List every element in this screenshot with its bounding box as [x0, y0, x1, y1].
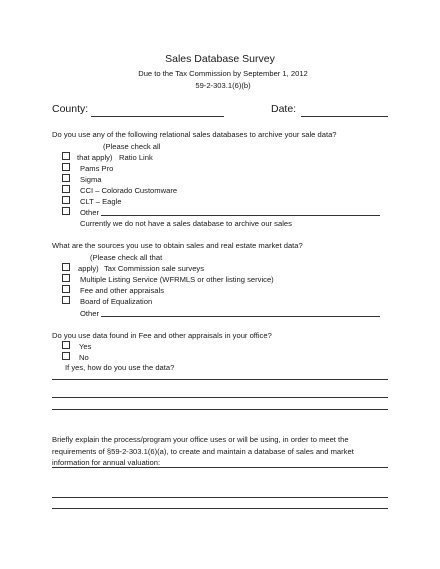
q2-other-field[interactable]: [101, 316, 380, 317]
q1-cci-checkbox[interactable]: [62, 185, 70, 193]
statute-code: 59-2-303.1(6)(b): [195, 81, 251, 90]
question-4-line-2: requirements of §59-2-303.1(6)(a), to create and maintain a database of sales and market: [52, 447, 354, 456]
q1-option-clt-eagle: CLT – Eagle: [80, 197, 122, 206]
q2-option-mls: Multiple Listing Service (WFRMLS or other listing service): [80, 275, 274, 284]
question-1: Do you use any of the following relational sales databases to archive your sale data?: [52, 130, 337, 139]
q1-other-checkbox[interactable]: [62, 207, 70, 215]
q3-answer-line-1[interactable]: [52, 379, 388, 380]
q3-answer-line-2[interactable]: [52, 397, 388, 398]
q3-yes-checkbox[interactable]: [62, 341, 70, 349]
q1-sigma-checkbox[interactable]: [62, 174, 70, 182]
q1-instruction: (Please check all: [103, 142, 161, 151]
q4-answer-line-2[interactable]: [52, 497, 388, 498]
question-4-line-1: Briefly explain the process/program your office uses or will be using, in order to meet the: [52, 435, 349, 444]
due-date-subtitle: Due to the Tax Commission by September 1, 2012: [138, 69, 308, 78]
page-title: Sales Database Survey: [165, 53, 275, 65]
q1-option-cci: CCI – Colorado Customware: [80, 186, 178, 195]
q1-clt-eagle-checkbox[interactable]: [62, 196, 70, 204]
question-2: What are the sources you use to obtain sales and real estate market data?: [52, 241, 303, 250]
date-label: Date:: [271, 103, 297, 115]
question-4-line-3: information for annual valuation:: [52, 458, 161, 467]
question-3: Do you use data found in Fee and other appraisals in your office?: [52, 331, 272, 340]
q3-no-checkbox[interactable]: [62, 352, 70, 360]
q1-option-sigma: Sigma: [80, 175, 102, 184]
q2-option-fee-appraisals: Fee and other appraisals: [80, 286, 165, 295]
q3-followup: If yes, how do you use the data?: [65, 363, 175, 372]
county-label: County:: [52, 103, 89, 115]
q4-answer-line-1[interactable]: [52, 467, 388, 468]
q3-option-yes: Yes: [79, 342, 92, 351]
date-field[interactable]: [301, 116, 388, 117]
q1-option-ratio-link: Ratio Link: [119, 153, 153, 162]
q2-option-tax-commission: Tax Commission sale surveys: [104, 264, 205, 273]
q2-option-board-of-equalization: Board of Equalization: [80, 297, 153, 306]
q2-mls-checkbox[interactable]: [62, 274, 70, 282]
q2-fee-appraisals-checkbox[interactable]: [62, 285, 70, 293]
q2-board-of-equalization-checkbox[interactable]: [62, 296, 70, 304]
q1-no-database: Currently we do not have a sales database to archive our sales: [80, 219, 292, 228]
q1-option-other: Other: [80, 208, 99, 217]
q3-answer-line-3[interactable]: [52, 409, 388, 410]
q2-instruction: (Please check all that: [90, 253, 163, 262]
q3-option-no: No: [79, 353, 89, 362]
county-field[interactable]: [91, 116, 224, 117]
q1-pams-pro-checkbox[interactable]: [62, 163, 70, 171]
q1-instruction-cont: that apply): [77, 153, 113, 162]
q2-option-other: Other: [80, 309, 99, 318]
q4-answer-line-3[interactable]: [52, 508, 388, 509]
q2-instruction-cont: apply): [78, 264, 99, 273]
q1-ratio-link-checkbox[interactable]: [62, 152, 70, 160]
q1-other-field[interactable]: [101, 215, 380, 216]
q1-option-pams-pro: Pams Pro: [80, 164, 114, 173]
q2-tax-commission-checkbox[interactable]: [62, 263, 70, 271]
